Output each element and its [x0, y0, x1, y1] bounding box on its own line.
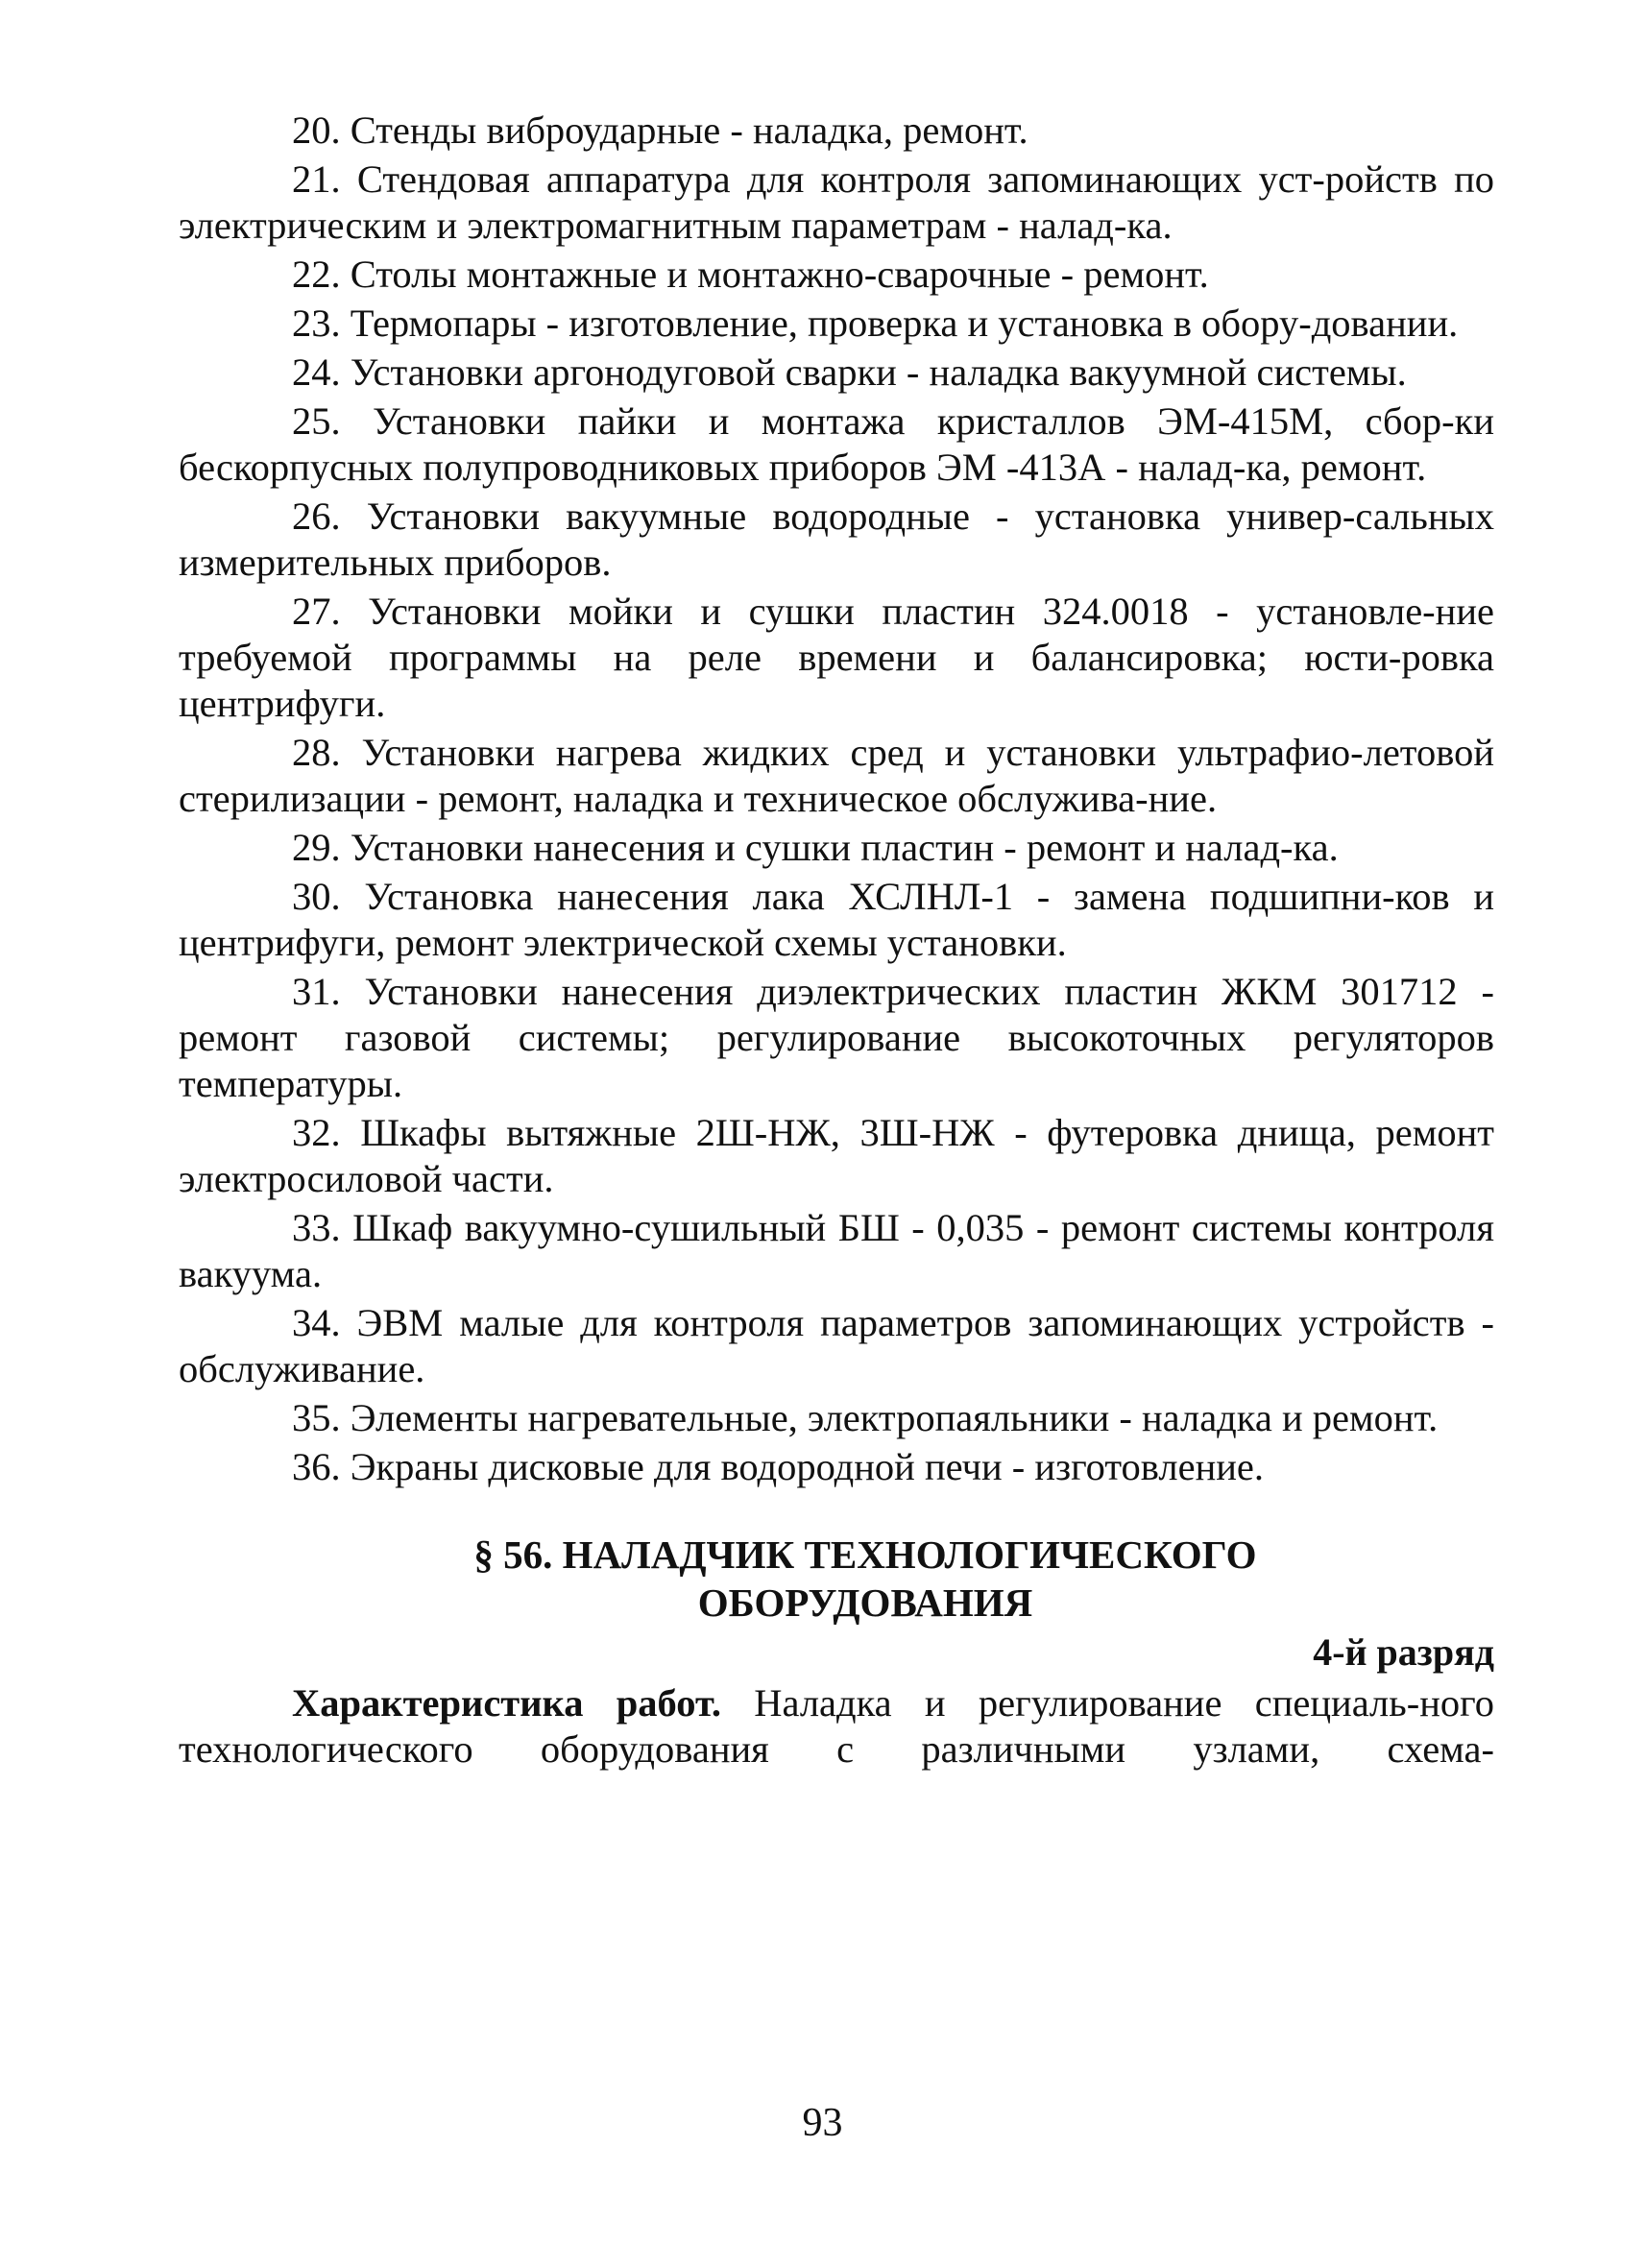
section-title-line-1: § 56. НАЛАДЧИК ТЕХНОЛОГИЧЕСКОГО	[473, 1532, 1257, 1577]
list-item: 34. ЭВМ малые для контроля параметров запоминающих устройств - обслуживание.	[179, 1301, 1494, 1390]
list-item: 27. Установки мойки и сушки пластин 324.0018 - установле-ние требуемой программы на реле времени и балансировка; юсти-ровка центрифуги.	[179, 590, 1494, 725]
list-item: 23. Термопары - изготовление, проверка и установка в обору-довании.	[292, 302, 1459, 345]
equipment-list	[179, 108, 1494, 1490]
list-item: 22. Столы монтажные и монтажно-сварочные - ремонт.	[292, 253, 1209, 296]
list-item: 35. Элементы нагревательные, электропаяльники - наладка и ремонт.	[292, 1396, 1439, 1439]
section-title	[179, 1531, 1494, 1627]
list-item: 25. Установки пайки и монтажа кристаллов ЭМ-415М, сбор-ки бескорпусных полупроводниковых приборов ЭМ -413А - налад-ка, ремонт.	[179, 399, 1494, 489]
list-item: 31. Установки нанесения диэлектрических пластин ЖКМ 301712 - ремонт газовой системы; регулирование высокоточных регуляторов температуры.	[179, 970, 1494, 1105]
document-page	[179, 108, 1494, 1773]
work-characteristic-paragraph	[179, 1680, 1494, 1773]
grade-heading: 4-й разряд	[1313, 1630, 1494, 1674]
list-item: 30. Установка нанесения лака ХСЛНЛ-1 - замена подшипни-ков и центрифуги, ремонт электрической схемы установки.	[179, 875, 1494, 964]
list-item: 33. Шкаф вакуумно-сушильный БШ - 0,035 - ремонт системы контроля вакуума.	[179, 1206, 1494, 1295]
characteristic-text: Наладка и регулирование специаль-ного технологического оборудования с различными узлами, схема-	[179, 1681, 1494, 1771]
list-item: 29. Установки нанесения и сушки пластин - ремонт и налад-ка.	[292, 826, 1339, 869]
list-item: 36. Экраны дисковые для водородной печи - изготовление.	[292, 1445, 1265, 1488]
list-item: 20. Стенды виброударные - наладка, ремонт.	[292, 109, 1028, 152]
section-title-line-2: ОБОРУДОВАНИЯ	[697, 1580, 1033, 1625]
list-item: 28. Установки нагрева жидких сред и установки ультрафио-летовой стерилизации - ремонт, наладка и техническое обслужива-ние.	[179, 731, 1494, 820]
characteristic-lead: Характеристика работ.	[292, 1681, 721, 1725]
list-item: 24. Установки аргонодуговой сварки - наладка вакуумной системы.	[292, 350, 1407, 394]
page-number: 93	[802, 2101, 843, 2145]
list-item: 26. Установки вакуумные водородные - установка универ-сальных измерительных приборов.	[179, 495, 1494, 584]
list-item: 32. Шкафы вытяжные 2Ш-НЖ, 3Ш-НЖ - футеровка днища, ремонт электросиловой части.	[179, 1111, 1494, 1200]
list-item: 21. Стендовая аппаратура для контроля запоминающих уст-ройств по электрическим и электромагнитным параметрам - налад-ка.	[179, 157, 1494, 247]
